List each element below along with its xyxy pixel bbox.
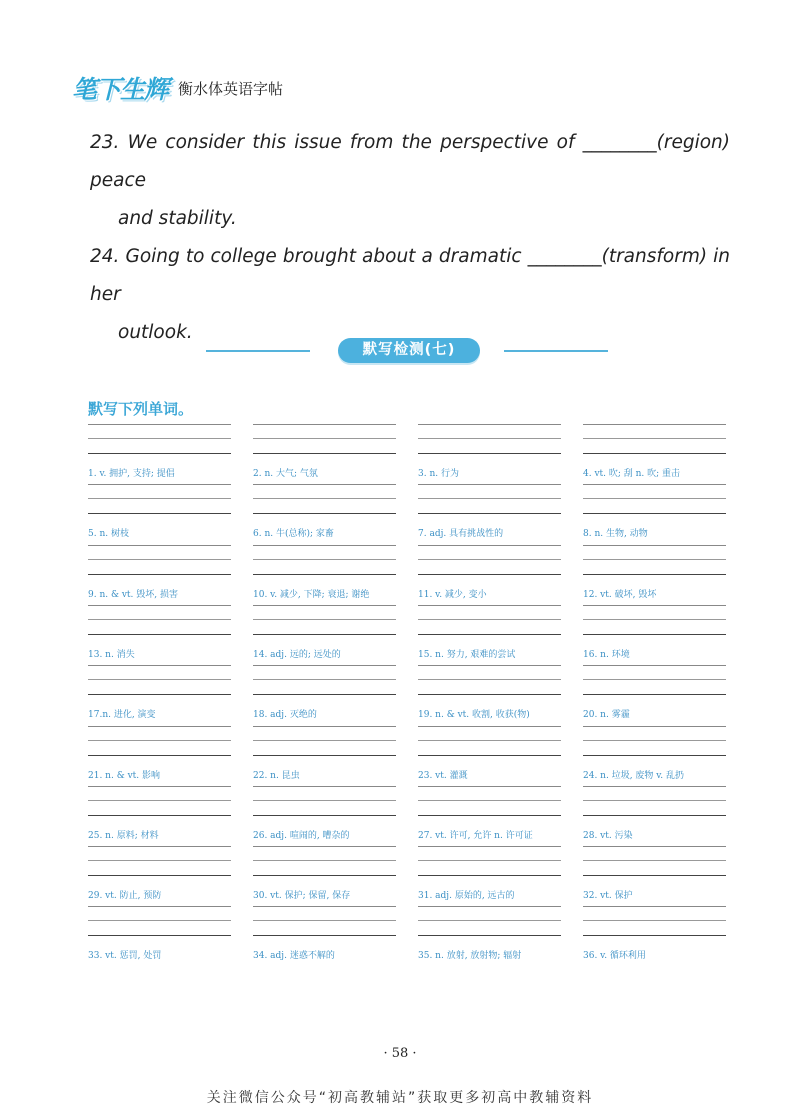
- word-definition: 24. n. 垃圾, 废物 v. 乱扔: [583, 770, 685, 781]
- writing-line: [88, 545, 231, 546]
- writing-line: [88, 484, 231, 485]
- word-cell: [418, 665, 561, 725]
- writing-line: [418, 438, 561, 439]
- writing-line: [583, 740, 726, 741]
- word-definition: 8. n. 生物, 动物: [583, 529, 648, 540]
- word-definition: 36. v. 循环利用: [583, 951, 646, 962]
- writing-line: [253, 665, 396, 666]
- writing-line: [583, 545, 726, 546]
- word-definition: 31. adj. 原始的, 远古的: [418, 891, 515, 902]
- word-definition: 12. vt. 破坏, 毁坏: [583, 589, 657, 600]
- word-definition: 28. vt. 污染: [583, 830, 633, 841]
- word-cell: [88, 484, 231, 544]
- brand-logo: 笔下生辉: [72, 75, 169, 104]
- question-23-line-2: and stability.: [118, 208, 237, 229]
- writing-line: [88, 574, 231, 575]
- writing-line: [88, 786, 231, 787]
- writing-line: [253, 424, 396, 425]
- grid-column: [88, 424, 231, 972]
- writing-line: [418, 860, 561, 861]
- writing-line: [253, 755, 396, 756]
- word-definition: 2. n. 大气; 气氛: [253, 469, 318, 479]
- word-cell: [583, 424, 726, 484]
- writing-line: [418, 875, 561, 876]
- question-24-line-1: 24. Going to college brought about a dramatic ________(transform) in her: [90, 246, 730, 305]
- word-cell: [88, 424, 231, 484]
- writing-line: [418, 605, 561, 606]
- word-definition: 23. vt. 灌溉: [418, 770, 468, 781]
- word-cell: [253, 484, 396, 544]
- word-cell: [253, 846, 396, 906]
- writing-line: [88, 694, 231, 695]
- writing-line: [88, 740, 231, 741]
- writing-line: [583, 920, 726, 921]
- writing-line: [88, 619, 231, 620]
- word-definition: 25. n. 原料; 材料: [88, 830, 159, 841]
- writing-line: [418, 846, 561, 847]
- word-cell: [583, 605, 726, 665]
- word-cell: [88, 545, 231, 605]
- word-definition: 34. adj. 迷惑不解的: [253, 951, 335, 962]
- header-title: 衡水体英语字帖: [178, 79, 284, 98]
- word-definition: 9. n. & vt. 毁坏, 损害: [88, 589, 178, 600]
- instruction: 默写下列单词。: [88, 400, 194, 418]
- writing-line: [253, 453, 396, 454]
- writing-line: [253, 498, 396, 499]
- word-definition: 33. vt. 惩罚, 处罚: [88, 951, 162, 962]
- section-title: 默写检测(七): [338, 338, 480, 363]
- writing-line: [583, 755, 726, 756]
- word-definition: 6. n. 牛(总称); 家畜: [253, 529, 334, 540]
- word-definition: 20. n. 雾霾: [583, 710, 630, 721]
- word-cell: [88, 665, 231, 725]
- word-cell: [583, 906, 726, 966]
- section-header: [0, 338, 800, 364]
- writing-line: [418, 726, 561, 727]
- writing-line: [418, 920, 561, 921]
- writing-line: [418, 453, 561, 454]
- writing-line: [88, 726, 231, 727]
- writing-line: [88, 800, 231, 801]
- word-definition: 29. vt. 防止, 预防: [88, 891, 162, 902]
- writing-line: [88, 559, 231, 560]
- word-definition: 15. n. 努力, 艰难的尝试: [418, 649, 516, 660]
- writing-line: [253, 726, 396, 727]
- writing-line: [88, 935, 231, 936]
- writing-line: [583, 906, 726, 907]
- word-cell: [583, 545, 726, 605]
- question-24-line-2: outlook.: [118, 322, 193, 343]
- word-cell: [253, 906, 396, 966]
- word-cell: [583, 786, 726, 846]
- writing-line: [583, 424, 726, 425]
- writing-line: [88, 755, 231, 756]
- writing-line: [88, 815, 231, 816]
- writing-line: [88, 846, 231, 847]
- writing-line: [88, 424, 231, 425]
- writing-line: [253, 694, 396, 695]
- word-definition: 27. vt. 许可, 允许 n. 许可证: [418, 830, 533, 841]
- word-definition: 1. v. 拥护, 支持; 提倡: [88, 469, 175, 479]
- writing-line: [253, 605, 396, 606]
- word-cell: [583, 665, 726, 725]
- word-definition: 32. vt. 保护: [583, 891, 633, 902]
- word-definition: 18. adj. 灭绝的: [253, 710, 317, 721]
- writing-line: [583, 574, 726, 575]
- word-cell: [583, 484, 726, 544]
- writing-line: [253, 545, 396, 546]
- writing-line: [418, 498, 561, 499]
- writing-line: [418, 906, 561, 907]
- grid-column: [253, 424, 396, 972]
- writing-line: [88, 920, 231, 921]
- writing-line: [88, 860, 231, 861]
- writing-line: [583, 665, 726, 666]
- word-definition: 19. n. & vt. 收割, 收获(物): [418, 710, 530, 721]
- writing-line: [88, 679, 231, 680]
- word-definition: 30. vt. 保护; 保留, 保存: [253, 891, 351, 902]
- writing-line: [253, 574, 396, 575]
- writing-line: [88, 498, 231, 499]
- writing-line: [253, 935, 396, 936]
- word-cell: [583, 726, 726, 786]
- writing-line: [253, 800, 396, 801]
- word-cell: [88, 605, 231, 665]
- writing-line: [253, 619, 396, 620]
- writing-line: [88, 634, 231, 635]
- writing-line: [253, 634, 396, 635]
- word-definition: 5. n. 树枝: [88, 529, 129, 540]
- section-divider-left: [206, 350, 310, 352]
- word-cell: [88, 786, 231, 846]
- writing-line: [88, 513, 231, 514]
- writing-line: [418, 665, 561, 666]
- writing-line: [583, 634, 726, 635]
- writing-line: [583, 815, 726, 816]
- writing-line: [418, 786, 561, 787]
- word-dictation-grid: [88, 424, 726, 972]
- writing-line: [583, 605, 726, 606]
- writing-line: [88, 665, 231, 666]
- writing-line: [583, 484, 726, 485]
- word-definition: 14. adj. 远的; 远处的: [253, 649, 341, 660]
- writing-line: [418, 679, 561, 680]
- word-definition: 26. adj. 喧闹的, 嘈杂的: [253, 830, 350, 841]
- word-definition: 35. n. 放射, 放射物; 辐射: [418, 951, 522, 962]
- writing-line: [583, 846, 726, 847]
- word-cell: [583, 846, 726, 906]
- word-cell: [418, 484, 561, 544]
- writing-line: [253, 906, 396, 907]
- word-definition: 22. n. 昆虫: [253, 770, 300, 781]
- grid-column: [418, 424, 561, 972]
- writing-line: [418, 545, 561, 546]
- writing-line: [583, 786, 726, 787]
- writing-line: [418, 559, 561, 560]
- writing-line: [418, 634, 561, 635]
- writing-line: [253, 559, 396, 560]
- writing-line: [253, 875, 396, 876]
- writing-line: [583, 679, 726, 680]
- writing-line: [418, 800, 561, 801]
- writing-line: [418, 424, 561, 425]
- word-cell: [253, 665, 396, 725]
- writing-line: [583, 453, 726, 454]
- word-cell: [418, 605, 561, 665]
- writing-line: [583, 694, 726, 695]
- writing-line: [583, 860, 726, 861]
- word-definition: 11. v. 减少, 变小: [418, 589, 487, 600]
- writing-line: [418, 755, 561, 756]
- grid-column: [583, 424, 726, 972]
- writing-line: [418, 574, 561, 575]
- writing-line: [418, 484, 561, 485]
- word-definition: 3. n. 行为: [418, 469, 459, 479]
- writing-line: [418, 694, 561, 695]
- footer-note: 关注微信公众号“初高教辅站”获取更多初高中教辅资料: [206, 1090, 594, 1106]
- writing-line: [418, 513, 561, 514]
- word-definition: 17.n. 进化, 演变: [88, 710, 156, 721]
- writing-line: [253, 920, 396, 921]
- writing-line: [253, 679, 396, 680]
- word-definition: 4. vt. 吹; 刮 n. 吹; 重击: [583, 469, 681, 479]
- word-definition: 21. n. & vt. 影响: [88, 770, 160, 781]
- writing-line: [253, 786, 396, 787]
- word-definition: 16. n. 环境: [583, 649, 630, 660]
- header: [72, 68, 283, 108]
- writing-line: [418, 935, 561, 936]
- writing-line: [583, 619, 726, 620]
- writing-line: [583, 800, 726, 801]
- writing-line: [253, 846, 396, 847]
- word-definition: 13. n. 消失: [88, 649, 135, 660]
- writing-line: [253, 484, 396, 485]
- word-cell: [418, 906, 561, 966]
- word-cell: [253, 786, 396, 846]
- word-cell: [418, 846, 561, 906]
- writing-line: [583, 438, 726, 439]
- word-cell: [88, 846, 231, 906]
- word-cell: [88, 726, 231, 786]
- writing-line: [583, 513, 726, 514]
- writing-line: [253, 815, 396, 816]
- writing-line: [583, 935, 726, 936]
- writing-line: [88, 906, 231, 907]
- writing-line: [253, 860, 396, 861]
- writing-line: [583, 726, 726, 727]
- writing-line: [583, 498, 726, 499]
- writing-line: [418, 740, 561, 741]
- writing-line: [253, 513, 396, 514]
- writing-line: [253, 740, 396, 741]
- word-cell: [253, 545, 396, 605]
- word-definition: 7. adj. 具有挑战性的: [418, 529, 504, 540]
- writing-line: [583, 875, 726, 876]
- word-definition: 10. v. 减少, 下降; 衰退; 谢绝: [253, 589, 370, 600]
- word-cell: [418, 726, 561, 786]
- writing-line: [583, 559, 726, 560]
- writing-line: [418, 619, 561, 620]
- word-cell: [253, 726, 396, 786]
- word-cell: [418, 786, 561, 846]
- page-number: · 58 ·: [383, 1046, 417, 1061]
- writing-line: [88, 453, 231, 454]
- word-cell: [418, 424, 561, 484]
- word-cell: [88, 906, 231, 966]
- writing-line: [88, 875, 231, 876]
- section-divider-right: [504, 350, 608, 352]
- word-cell: [253, 424, 396, 484]
- writing-line: [88, 605, 231, 606]
- writing-line: [88, 438, 231, 439]
- word-cell: [418, 545, 561, 605]
- writing-line: [253, 438, 396, 439]
- word-cell: [253, 605, 396, 665]
- writing-line: [418, 815, 561, 816]
- question-list: [90, 124, 730, 352]
- question-23-line-1: 23. We consider this issue from the perspective of ________(region) peace: [90, 132, 730, 191]
